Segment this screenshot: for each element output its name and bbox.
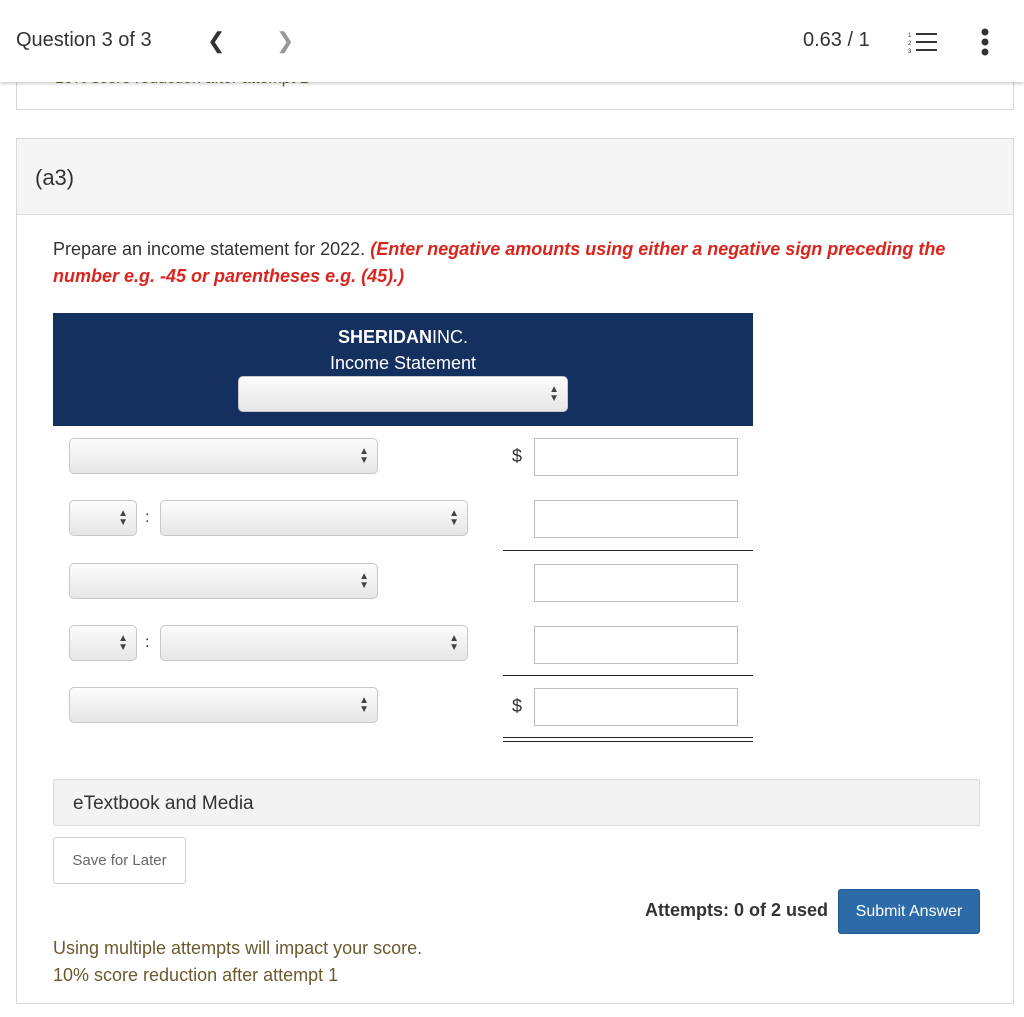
statement-title: Income Statement — [329, 353, 477, 373]
row-1-dollar-sign: $ — [512, 446, 523, 466]
row-3-account-select[interactable] — [69, 563, 378, 599]
instructions — [53, 236, 993, 290]
select-arrows-icon: ▲ ▼ — [118, 633, 128, 653]
numbered-list-icon[interactable] — [908, 30, 938, 54]
question-counter: Question 3 of 3 — [16, 29, 152, 51]
chevron-right-icon[interactable]: ❯ — [276, 28, 295, 53]
row-5-account-select[interactable] — [69, 687, 378, 723]
total-double-rule — [503, 737, 753, 742]
part-label: (a3) — [35, 165, 75, 190]
subtotal-rule — [503, 550, 753, 551]
warning-line-1: Using multiple attempts will impact your score. — [53, 938, 423, 958]
row-4-amount-input[interactable] — [534, 626, 738, 664]
question-part-card — [16, 138, 1014, 1004]
score-display: 0.63 / 1 — [803, 29, 870, 51]
svg-text:1: 1 — [908, 33, 912, 39]
row-4-account-select[interactable] — [160, 625, 468, 661]
company-name-main: SHERIDAN — [337, 327, 432, 347]
row-2-prefix-select[interactable] — [69, 500, 137, 536]
row-3-amount-input[interactable] — [534, 564, 738, 602]
more-vertical-icon[interactable] — [980, 28, 990, 56]
svg-text:3: 3 — [908, 49, 912, 54]
etextbook-media-panel[interactable] — [53, 779, 980, 826]
select-arrows-icon: ▲ ▼ — [359, 695, 369, 715]
save-for-later-button[interactable]: Save for Later — [53, 837, 186, 884]
company-name — [53, 327, 753, 348]
row-1-amount-input[interactable] — [534, 438, 738, 476]
svg-text:2: 2 — [908, 41, 912, 47]
question-navigation-bar — [0, 0, 1024, 82]
part-header — [17, 139, 1013, 215]
attempts-counter: Attempts: 0 of 2 used — [645, 900, 829, 920]
instruction-note: (Enter negative amounts using either a negative sign preceding the number e.g. -45 or parentheses e.g. (45).) — [53, 239, 946, 286]
select-arrows-icon: ▲ ▼ — [449, 508, 459, 528]
select-arrows-icon: ▲ ▼ — [549, 384, 559, 404]
row-2-amount-input[interactable] — [534, 500, 738, 538]
row-4-prefix-select[interactable] — [69, 625, 137, 661]
select-arrows-icon: ▲ ▼ — [449, 633, 459, 653]
row-4-colon: : — [145, 634, 150, 651]
row-2-account-select[interactable] — [160, 500, 468, 536]
statement-header — [53, 313, 753, 426]
subtotal-rule — [503, 675, 753, 676]
select-arrows-icon: ▲ ▼ — [118, 508, 128, 528]
company-name-suffix: INC. — [432, 327, 468, 347]
row-1-account-select[interactable] — [69, 438, 378, 474]
chevron-left-icon[interactable]: ❮ — [207, 28, 226, 53]
attempts-warning — [53, 935, 422, 989]
row-5-dollar-sign: $ — [512, 696, 523, 716]
period-select[interactable] — [238, 376, 568, 412]
row-5-amount-input[interactable] — [534, 688, 738, 726]
instruction-text: Prepare an income statement for 2022. — [53, 239, 366, 259]
select-arrows-icon: ▲ ▼ — [359, 446, 369, 466]
etextbook-label: eTextbook and Media — [73, 793, 254, 814]
submit-answer-button[interactable]: Submit Answer — [838, 889, 980, 934]
row-2-colon: : — [145, 509, 150, 526]
select-arrows-icon: ▲ ▼ — [359, 571, 369, 591]
warning-line-2: 10% score reduction after attempt 1 — [53, 965, 339, 985]
